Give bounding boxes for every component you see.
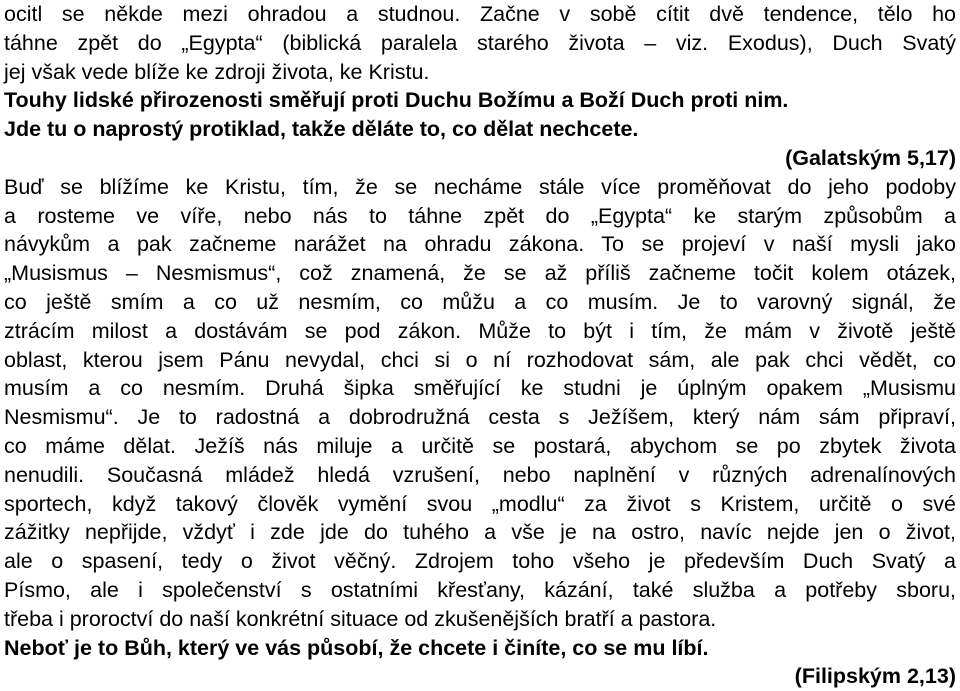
- text-line: oblast, kterou jsem Pánu nevydal, chci si o ní rozhodovat sám, ale pak chci vědět, co: [4, 347, 956, 372]
- text-line: ocitl se někde mezi ohradou a studnou. Začne v sobě cítit dvě tendence, tělo ho: [4, 2, 956, 26]
- bible-quote-line: Touhy lidské přirozenosti směřují proti Duchu Božímu a Boží Duch proti nim.: [4, 88, 789, 113]
- text-line: návykům a pak začneme narážet na ohradu zákona. To se projeví v naší mysli jako: [4, 232, 956, 257]
- text-line: Buď se blížíme ke Kristu, tím, že se necháme stále více proměňovat do jeho podoby: [4, 174, 956, 199]
- text-line: ale o spasení, tedy o život věčný. Zdrojem toho všeho je především Duch Svatý a: [4, 549, 956, 574]
- text-line: co máme dělat. Ježíš nás miluje a určitě se postará, abychom se po zbytek života: [4, 433, 956, 458]
- text-line: nenudili. Současná mládež hledá vzrušení, nebo naplnění v různých adrenalínových: [4, 462, 956, 487]
- text-line: zážitky nepřijde, vždyť i zde jde do tuhého a vše je na ostro, navíc nejde jen o život,: [4, 520, 956, 545]
- text-line: Nesmismu“. Je to radostná a dobrodružná cesta s Ježíšem, který nám sám připraví,: [4, 405, 956, 430]
- bible-reference: (Filipským 2,13): [794, 664, 956, 689]
- bible-reference: (Galatským 5,17): [785, 145, 956, 170]
- text-line: „Musismus – Nesmismus“, což znamená, že se až příliš začneme točit kolem otázek,: [4, 261, 956, 286]
- text-line: musím a co nesmím. Druhá šipka směřující ke studni je úplným opakem „Musismu: [4, 376, 956, 401]
- text-line: jej však vede blíže ke zdroji života, ke Kristu.: [4, 59, 430, 84]
- text-line: a rosteme ve víře, nebo nás to táhne zpět do „Egypta“ ke starým způsobům a: [4, 203, 956, 228]
- text-line: sportech, když takový člověk vymění svou „modlu“ za život s Kristem, určitě o své: [4, 491, 956, 516]
- text-line: co ještě smím a co už nesmím, co můžu a co musím. Je to varovný signál, že: [4, 289, 956, 314]
- text-line: ztrácím milost a dostávám se pod zákon. Může to být i tím, že mám v životě ještě: [4, 318, 956, 343]
- text-line: táhne zpět do „Egypta“ (biblická paralela starého života – viz. Exodus), Duch Svatý: [4, 30, 956, 55]
- text-line: třeba i proroctví do naší konkrétní situace od zkušenějších bratří a pastora.: [4, 606, 717, 631]
- text-line: Písmo, ale i společenství s ostatními křesťany, kázání, také služba a potřeby sboru,: [4, 577, 956, 602]
- bible-quote-line: Jde tu o naprostý protiklad, takže děláte to, co dělat nechcete.: [4, 117, 639, 142]
- bible-quote-line: Neboť je to Bůh, který ve vás působí, že chcete i činíte, co se mu líbí.: [4, 635, 709, 660]
- document-page: [4, 0, 956, 691]
